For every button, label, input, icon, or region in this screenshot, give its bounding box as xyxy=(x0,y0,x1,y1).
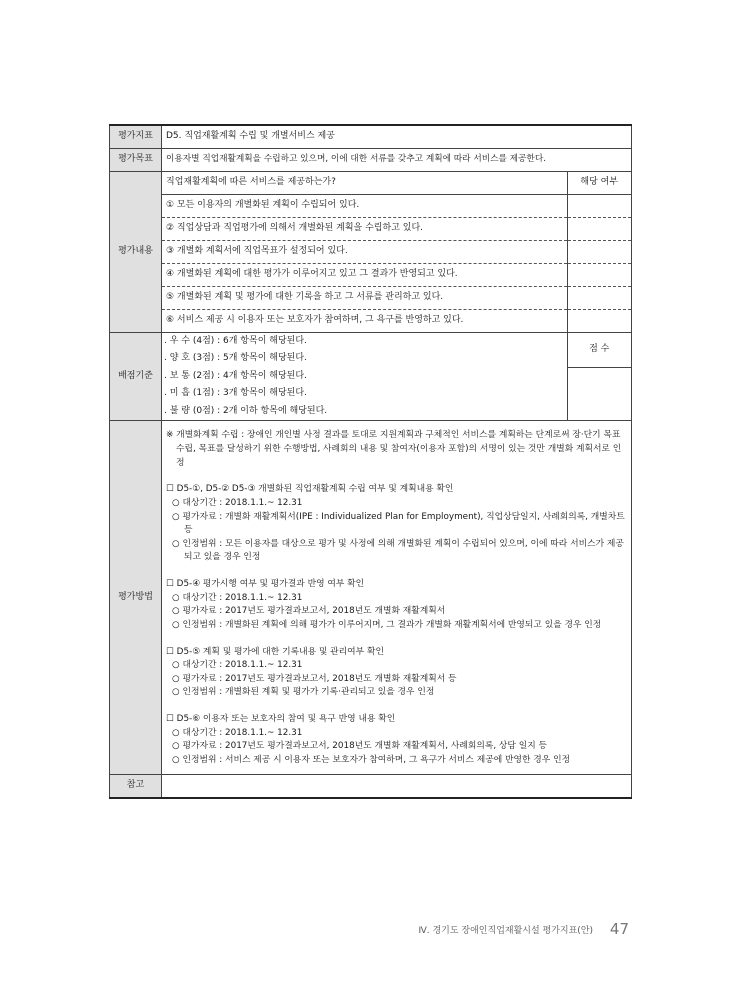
method-cell xyxy=(162,421,632,774)
applicable-cell xyxy=(567,263,631,286)
score-header: 점 수 xyxy=(567,333,631,368)
method-section-title: ☐ D5-①, D5-② D5-③ 개별화된 직업재활계획 수립 여부 및 계획내용 확인 xyxy=(166,484,454,495)
content-row xyxy=(110,171,632,332)
applicable-cell xyxy=(567,240,631,263)
scoring-row xyxy=(110,332,632,421)
goal-value: 이용자별 직업재활계획을 수립하고 있으며, 이에 대한 서류를 갖추고 계획에 따라 서비스를 제공한다. xyxy=(162,148,632,171)
content-item xyxy=(162,263,631,286)
method-item: ○ 대상기간 : 2018.1.1.~ 12.31 xyxy=(172,592,303,603)
method-item: ○ 인정범위 : 개별화된 계획에 의해 평가가 이루어지며, 그 결과가 개별화 재활계획서에 반영되고 있을 경우 인정 xyxy=(172,619,602,630)
score-value-cell xyxy=(567,368,631,421)
method-row xyxy=(110,421,632,774)
scoring-criterion: . 미 흡 (1점) : 3개 항목이 해당된다. xyxy=(164,388,307,399)
method-label: 평가방법 xyxy=(110,421,162,774)
content-item xyxy=(162,217,631,240)
method-section-title: ☐ D5-④ 평가시행 여부 및 평가결과 반영 여부 확인 xyxy=(166,579,365,590)
method-item: ○ 대상기간 : 2018.1.1.~ 12.31 xyxy=(172,660,303,671)
content-item-text: ⑤ 개별화된 계획 및 평가에 대한 기록을 하고 그 서류를 관리하고 있다. xyxy=(162,286,567,309)
content-question-row xyxy=(162,172,631,195)
page-number: 47 xyxy=(609,920,629,938)
indicator-row xyxy=(110,125,632,148)
applicable-cell xyxy=(567,217,631,240)
method-note: ※ 개별화계획 수립 : 장애인 개인별 사정 결과를 토대로 지원계획과 구체적인 서비스를 계획하는 단계로써 장·단기 목표수립, 목표를 달성하기 위한 수행방법, 사례회의 내용 및 참여자(이용자 포함)의 서명이 있는 것만 개별화 계획서로 인정 xyxy=(166,430,622,468)
method-item: ○ 대상기간 : 2018.1.1.~ 12.31 xyxy=(172,497,303,508)
method-item: ○ 대상기간 : 2018.1.1.~ 12.31 xyxy=(172,727,303,738)
applicable-header: 해당 여부 xyxy=(567,172,631,195)
method-item: ○ 평가자료 : 2017년도 평가결과보고서, 2018년도 개별화 재활계획서, 사례회의록, 상담 일지 등 xyxy=(172,741,547,752)
scoring-criterion: . 보 통 (2점) : 4개 항목이 해당된다. xyxy=(164,370,307,381)
applicable-cell xyxy=(567,194,631,217)
content-item xyxy=(162,194,631,217)
content-item xyxy=(162,286,631,309)
method-item: ○ 평가자료 : 2017년도 평가결과보고서, 2018년도 개별화 재활계획서 등 xyxy=(172,673,457,684)
content-checklist xyxy=(162,172,631,332)
content-item-text: ⑥ 서비스 제공 시 이용자 또는 보호자가 참여하며, 그 욕구를 반영하고 있다. xyxy=(166,314,464,325)
goal-label: 평가목표 xyxy=(110,148,162,171)
content-label: 평가내용 xyxy=(110,171,162,332)
reference-value xyxy=(162,774,632,798)
content-cell xyxy=(162,171,632,332)
scoring-label: 배점기준 xyxy=(110,332,162,421)
reference-row xyxy=(110,774,632,798)
content-question: 직업재활계획에 따른 서비스를 제공하는가? xyxy=(162,172,567,195)
method-item: ○ 인정범위 : 서비스 제공 시 이용자 또는 보호자가 참여하며, 그 욕구가 서비스 제공에 반영한 경우 인정 xyxy=(172,754,571,765)
content-item xyxy=(162,240,631,263)
applicable-cell xyxy=(567,286,631,309)
page-footer xyxy=(418,920,629,938)
scoring-criterion: . 양 호 (3점) : 5개 항목이 해당된다. xyxy=(164,353,307,364)
indicator-value: D5. 직업재활계획 수립 및 개별서비스 제공 xyxy=(162,125,632,148)
reference-label: 참고 xyxy=(110,774,162,798)
content-item-text: ① 모든 이용자의 개별화된 계획이 수립되어 있다. xyxy=(162,194,567,217)
content-item-text: ② 직업상담과 직업평가에 의해서 개별화된 계획을 수립하고 있다. xyxy=(162,217,567,240)
indicator-label: 평가지표 xyxy=(110,125,162,148)
method-section-title: ☐ D5-⑤ 계획 및 평가에 대한 기록내용 및 관리여부 확인 xyxy=(166,646,384,657)
applicable-cell xyxy=(567,309,631,332)
method-item: ○ 평가자료 : 2017년도 평가결과보고서, 2018년도 개별화 재활계획서 xyxy=(172,606,446,617)
evaluation-table xyxy=(109,124,632,799)
method-item: ○ 인정범위 : 모든 이용자를 대상으로 평가 및 사정에 의해 개별화된 계획이 수립되어 있으며, 이에 따라 서비스가 제공되고 있을 경우 인정 xyxy=(172,538,624,563)
goal-row xyxy=(110,148,632,171)
method-item: ○ 평가자료 : 개별화 재활계획서(IPE : Individualized Plan for Employment), 직업상담일지, 사례회의록, 개별차트 등 xyxy=(172,511,625,536)
content-item-text: ③ 개별화 계획서에 직업목표가 설정되어 있다. xyxy=(162,240,567,263)
scoring-criterion: . 우 수 (4점) : 6개 항목이 해당된다. xyxy=(164,335,307,346)
scoring-criterion: . 불 량 (0점) : 2개 이하 항목에 해당된다. xyxy=(164,405,328,416)
method-section-title: ☐ D5-⑥ 이용자 또는 보호자의 참여 및 욕구 반영 내용 확인 xyxy=(166,714,396,725)
scoring-criteria xyxy=(162,333,631,421)
scoring-cell xyxy=(162,332,632,421)
method-item: ○ 인정범위 : 개별화된 계획 및 평가가 기록·관리되고 있을 경우 인정 xyxy=(172,687,435,698)
content-item xyxy=(162,309,631,332)
content-item-text: ④ 개별화된 계획에 대한 평가가 이루어지고 있고 그 결과가 반영되고 있다. xyxy=(162,263,567,286)
footer-text: Ⅳ. 경기도 장애인직업재활시설 평가지표(안) xyxy=(418,926,594,936)
